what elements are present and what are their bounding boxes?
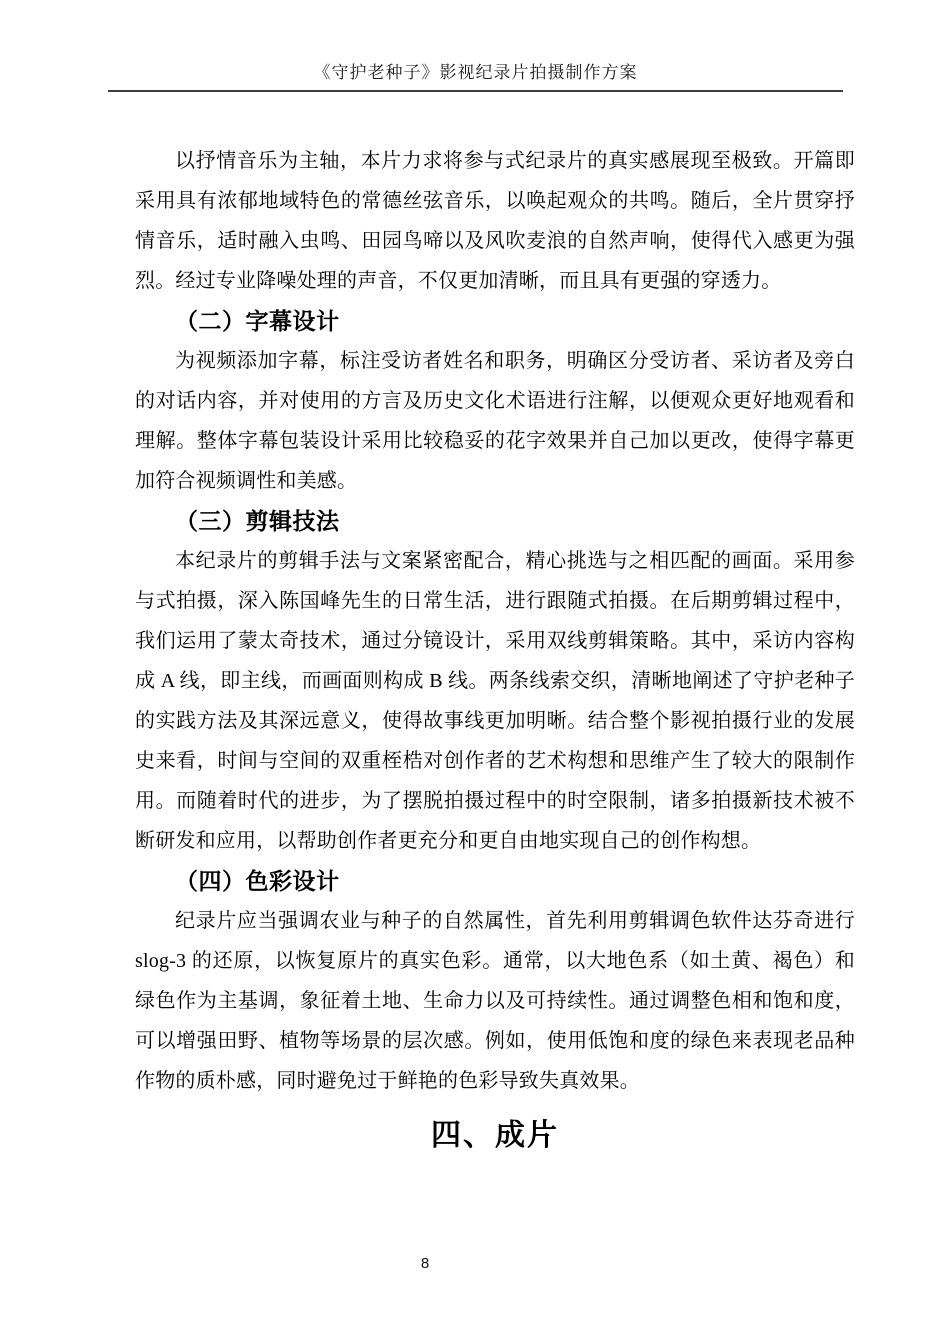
paragraph-editing-technique: 本纪录片的剪辑手法与文案紧密配合，精心挑选与之相匹配的画面。采用参与式拍摄，深入陈国峰先生的日常生活，进行跟随式拍摄。在后期剪辑过程中，我们运用了蒙太奇技术，通过分镜设计，采用双线剪辑策略。其中，采访内容构成 A 线，即主线，而画面则构成 B 线。两条线索交织，清晰地阐述了守护老种子的实践方法及其深远意义，使得故事线更加明晰。结合整个影视拍摄行业的发展史来看，时间与空间的双重桎梏对创作者的艺术构想和思维产生了较大的限制作用。而随着时代的进步，为了摆脱拍摄过程中的时空限制，诸多拍摄新技术被不断研发和应用，以帮助创作者更充分和更自由地实现自己的创作构想。 [135, 550, 855, 852]
paragraph-music-design: 以抒情音乐为主轴，本片力求将参与式纪录片的真实感展现至极致。开篇即采用具有浓郁地域特色的常德丝弦音乐，以唤起观众的共鸣。随后，全片贯穿抒情音乐，适时融入虫鸣、田园鸟啼以及风吹麦浪的自然声响，使得代入感更为强烈。经过专业降噪处理的声音，不仅更加清晰，而且具有更强的穿透力。 [135, 150, 855, 292]
page-number: 8 [420, 1255, 430, 1272]
paragraph-subtitle-design: 为视频添加字幕，标注受访者姓名和职务，明确区分受访者、采访者及旁白的对话内容，并对使用的方言及历史文化术语进行注解，以便观众更好地观看和理解。整体字幕包装设计采用比较稳妥的花字效果并自己加以更改，使得字幕更加符合视频调性和美感。 [135, 350, 855, 492]
page-header-title: 《守护老种子》影视纪录片拍摄制作方案 [108, 58, 843, 92]
chapter-title-final-film: 四、成片 [431, 1119, 559, 1152]
heading-color-design: （四）色彩设计 [175, 868, 340, 894]
paragraph-color-design: 纪录片应当强调农业与种子的自然属性，首先利用剪辑调色软件达芬奇进行 slog-3 的还原，以恢复原片的真实色彩。通常，以大地色系（如土黄、褐色）和绿色作为主基调，象征着土地、生命力以及可持续性。通过调整色相和饱和度，可以增强田野、植物等场景的层次感。例如，使用低饱和度的绿色来表现老品种作物的质朴感，同时避免过于鲜艳的色彩导致失真效果。 [135, 910, 855, 1092]
document-body [135, 141, 855, 1161]
heading-subtitle-design: （二）字幕设计 [175, 308, 340, 334]
heading-editing-technique: （三）剪辑技法 [175, 508, 340, 534]
